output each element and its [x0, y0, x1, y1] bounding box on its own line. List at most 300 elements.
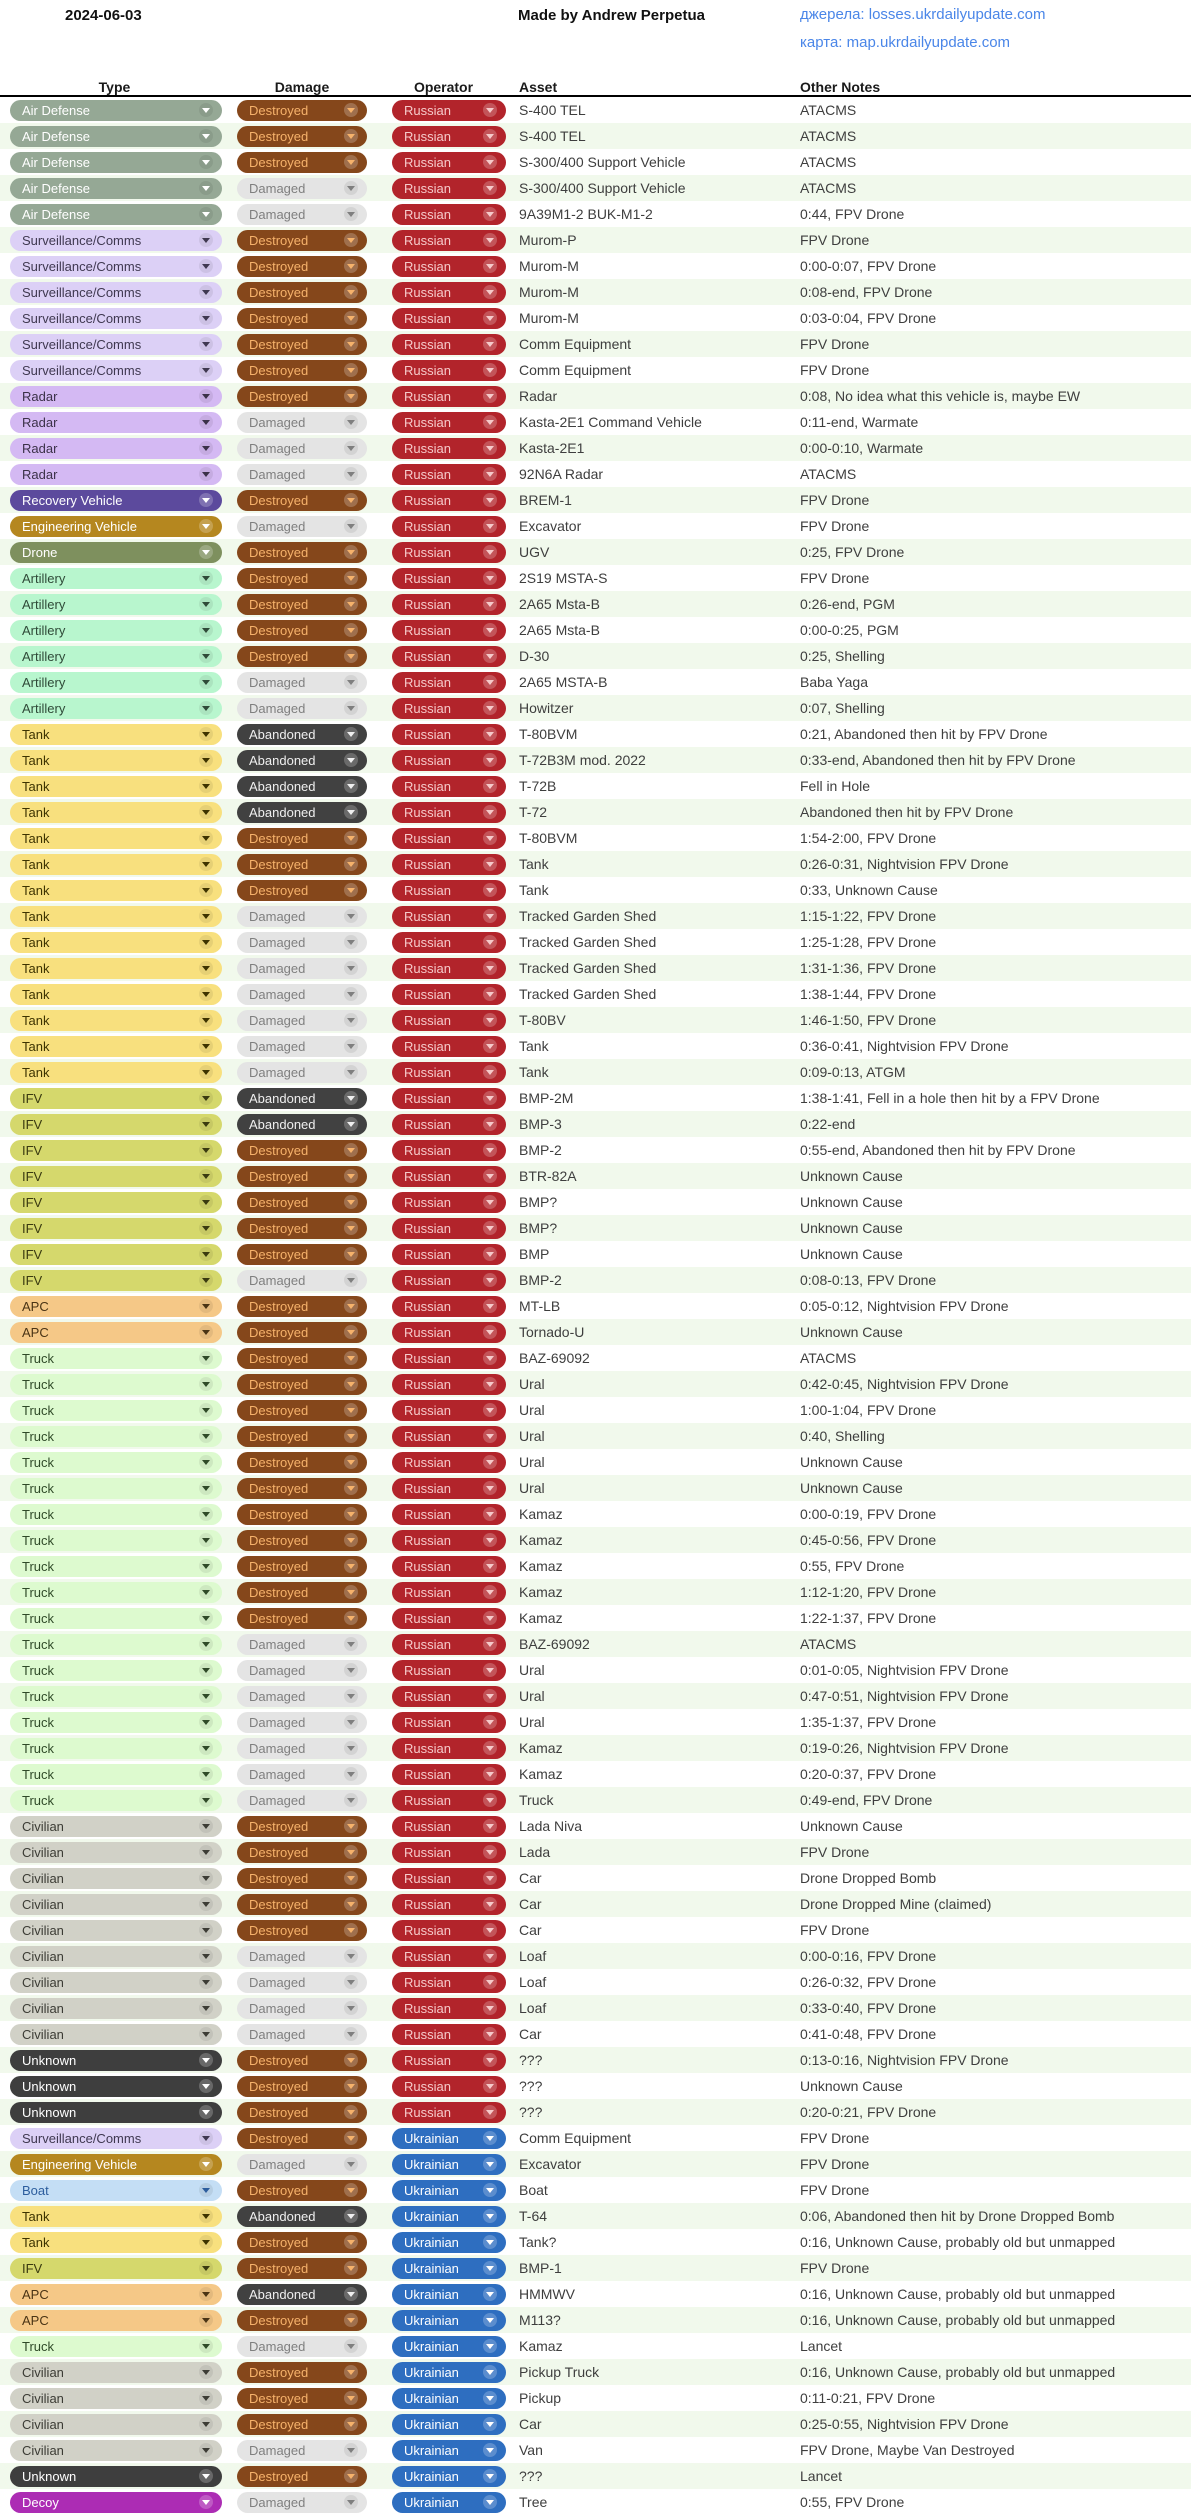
type-dropdown[interactable]: [10, 828, 222, 849]
operator-dropdown[interactable]: [392, 178, 506, 199]
operator-dropdown[interactable]: [392, 2414, 506, 2435]
damage-dropdown[interactable]: [237, 2336, 367, 2357]
type-dropdown[interactable]: [10, 1972, 222, 1993]
damage-dropdown[interactable]: [237, 1478, 367, 1499]
type-dropdown[interactable]: [10, 1426, 222, 1447]
damage-dropdown[interactable]: [237, 2154, 367, 2175]
type-dropdown[interactable]: [10, 724, 222, 745]
operator-dropdown[interactable]: [392, 1426, 506, 1447]
operator-dropdown[interactable]: [392, 1920, 506, 1941]
type-dropdown[interactable]: [10, 464, 222, 485]
operator-dropdown[interactable]: [392, 490, 506, 511]
type-dropdown[interactable]: [10, 1166, 222, 1187]
damage-dropdown[interactable]: [237, 932, 367, 953]
operator-dropdown-value: Russian: [404, 1662, 451, 1678]
type-dropdown[interactable]: [10, 334, 222, 355]
type-dropdown[interactable]: [10, 776, 222, 797]
operator-dropdown[interactable]: [392, 2206, 506, 2227]
damage-dropdown[interactable]: [237, 1192, 367, 1213]
operator-dropdown[interactable]: [392, 958, 506, 979]
type-dropdown[interactable]: [10, 2102, 222, 2123]
operator-dropdown[interactable]: [392, 1582, 506, 1603]
operator-dropdown[interactable]: [392, 2440, 506, 2461]
damage-dropdown[interactable]: [237, 958, 367, 979]
type-dropdown[interactable]: [10, 1816, 222, 1837]
damage-dropdown[interactable]: [237, 1400, 367, 1421]
damage-dropdown[interactable]: [237, 1504, 367, 1525]
type-dropdown[interactable]: [10, 1244, 222, 1265]
type-dropdown[interactable]: [10, 2388, 222, 2409]
operator-dropdown[interactable]: [392, 1036, 506, 1057]
damage-dropdown[interactable]: [237, 2128, 367, 2149]
type-dropdown[interactable]: [10, 1634, 222, 1655]
damage-dropdown[interactable]: [237, 360, 367, 381]
operator-dropdown[interactable]: [392, 1088, 506, 1109]
type-dropdown[interactable]: [10, 1322, 222, 1343]
damage-dropdown[interactable]: [237, 1556, 367, 1577]
damage-dropdown[interactable]: [237, 2258, 367, 2279]
type-dropdown[interactable]: [10, 1712, 222, 1733]
type-dropdown[interactable]: [10, 1790, 222, 1811]
type-dropdown[interactable]: [10, 516, 222, 537]
damage-dropdown[interactable]: [237, 2206, 367, 2227]
type-dropdown[interactable]: [10, 984, 222, 1005]
type-dropdown[interactable]: [10, 126, 222, 147]
damage-dropdown[interactable]: [237, 1946, 367, 1967]
operator-dropdown[interactable]: [392, 724, 506, 745]
type-dropdown[interactable]: [10, 2284, 222, 2305]
damage-dropdown[interactable]: [237, 1842, 367, 1863]
type-dropdown[interactable]: [10, 1868, 222, 1889]
damage-dropdown[interactable]: [237, 2050, 367, 2071]
damage-dropdown[interactable]: [237, 880, 367, 901]
damage-dropdown[interactable]: [237, 1270, 367, 1291]
damage-dropdown[interactable]: [237, 1244, 367, 1265]
damage-dropdown[interactable]: [237, 1660, 367, 1681]
chevron-down-icon: [483, 2417, 497, 2431]
type-dropdown[interactable]: [10, 1062, 222, 1083]
chevron-down-icon: [199, 1091, 213, 1105]
operator-dropdown[interactable]: [392, 308, 506, 329]
operator-dropdown[interactable]: [392, 1166, 506, 1187]
damage-dropdown-value: Destroyed: [249, 2364, 309, 2380]
type-dropdown[interactable]: [10, 1452, 222, 1473]
operator-dropdown[interactable]: [392, 282, 506, 303]
operator-dropdown[interactable]: [392, 464, 506, 485]
damage-dropdown[interactable]: [237, 2388, 367, 2409]
damage-dropdown[interactable]: [237, 1738, 367, 1759]
operator-dropdown[interactable]: [392, 1998, 506, 2019]
type-dropdown[interactable]: [10, 2206, 222, 2227]
type-dropdown[interactable]: [10, 854, 222, 875]
type-dropdown[interactable]: [10, 802, 222, 823]
damage-dropdown[interactable]: [237, 1374, 367, 1395]
damage-dropdown[interactable]: [237, 1166, 367, 1187]
damage-dropdown[interactable]: [237, 334, 367, 355]
type-dropdown[interactable]: [10, 1660, 222, 1681]
damage-dropdown[interactable]: [237, 1426, 367, 1447]
operator-dropdown[interactable]: [392, 2310, 506, 2331]
damage-dropdown[interactable]: [237, 2466, 367, 2487]
damage-dropdown[interactable]: [237, 386, 367, 407]
damage-dropdown[interactable]: [237, 646, 367, 667]
operator-dropdown[interactable]: [392, 1140, 506, 1161]
damage-dropdown[interactable]: [237, 1816, 367, 1837]
operator-dropdown[interactable]: [392, 698, 506, 719]
operator-dropdown[interactable]: [392, 1790, 506, 1811]
type-dropdown[interactable]: [10, 1998, 222, 2019]
damage-dropdown[interactable]: [237, 438, 367, 459]
damage-dropdown[interactable]: [237, 776, 367, 797]
damage-dropdown[interactable]: [237, 1530, 367, 1551]
type-dropdown[interactable]: [10, 1504, 222, 1525]
damage-dropdown[interactable]: [237, 1686, 367, 1707]
damage-dropdown[interactable]: [237, 1296, 367, 1317]
operator-dropdown[interactable]: [392, 1972, 506, 1993]
type-dropdown[interactable]: [10, 1270, 222, 1291]
damage-dropdown[interactable]: [237, 1894, 367, 1915]
type-dropdown[interactable]: [10, 1738, 222, 1759]
type-dropdown[interactable]: [10, 750, 222, 771]
type-dropdown[interactable]: [10, 1894, 222, 1915]
operator-dropdown[interactable]: [392, 2336, 506, 2357]
type-dropdown[interactable]: [10, 2128, 222, 2149]
operator-dropdown[interactable]: [392, 360, 506, 381]
damage-dropdown[interactable]: [237, 1322, 367, 1343]
damage-dropdown[interactable]: [237, 1348, 367, 1369]
type-dropdown[interactable]: [10, 412, 222, 433]
damage-dropdown[interactable]: [237, 2076, 367, 2097]
operator-dropdown[interactable]: [392, 2258, 506, 2279]
operator-dropdown[interactable]: [392, 2362, 506, 2383]
type-dropdown[interactable]: [10, 958, 222, 979]
operator-dropdown[interactable]: [392, 1010, 506, 1031]
damage-dropdown[interactable]: [237, 828, 367, 849]
damage-dropdown[interactable]: [237, 594, 367, 615]
damage-dropdown[interactable]: [237, 1062, 367, 1083]
type-dropdown[interactable]: [10, 620, 222, 641]
damage-dropdown[interactable]: [237, 854, 367, 875]
type-dropdown[interactable]: [10, 2466, 222, 2487]
damage-dropdown[interactable]: [237, 698, 367, 719]
operator-dropdown[interactable]: [392, 1348, 506, 1369]
chevron-down-icon: [199, 1533, 213, 1547]
operator-dropdown[interactable]: [392, 1374, 506, 1395]
type-dropdown[interactable]: [10, 542, 222, 563]
operator-dropdown[interactable]: [392, 1192, 506, 1213]
damage-dropdown[interactable]: [237, 230, 367, 251]
operator-dropdown[interactable]: [392, 256, 506, 277]
operator-dropdown[interactable]: [392, 1400, 506, 1421]
damage-dropdown[interactable]: [237, 2180, 367, 2201]
operator-dropdown[interactable]: [392, 1452, 506, 1473]
operator-cell: [375, 880, 512, 901]
type-dropdown[interactable]: [10, 568, 222, 589]
operator-dropdown[interactable]: [392, 984, 506, 1005]
type-dropdown[interactable]: [10, 230, 222, 251]
operator-dropdown[interactable]: [392, 568, 506, 589]
type-dropdown[interactable]: [10, 646, 222, 667]
notes-cell: FPV Drone: [800, 232, 870, 248]
type-dropdown[interactable]: [10, 438, 222, 459]
operator-dropdown[interactable]: [392, 126, 506, 147]
damage-dropdown[interactable]: [237, 464, 367, 485]
damage-dropdown[interactable]: [237, 1036, 367, 1057]
damage-dropdown[interactable]: [237, 1998, 367, 2019]
type-dropdown-value: Tank: [22, 908, 50, 924]
operator-dropdown[interactable]: [392, 672, 506, 693]
type-dropdown[interactable]: [10, 880, 222, 901]
damage-dropdown[interactable]: [237, 620, 367, 641]
type-dropdown[interactable]: [10, 672, 222, 693]
type-dropdown[interactable]: [10, 100, 222, 121]
operator-dropdown[interactable]: [392, 2076, 506, 2097]
type-dropdown[interactable]: [10, 2336, 222, 2357]
damage-dropdown[interactable]: [237, 984, 367, 1005]
type-dropdown[interactable]: [10, 1556, 222, 1577]
type-dropdown[interactable]: [10, 1296, 222, 1317]
type-dropdown[interactable]: [10, 1686, 222, 1707]
operator-dropdown[interactable]: [392, 1634, 506, 1655]
damage-dropdown[interactable]: [237, 1114, 367, 1135]
type-dropdown[interactable]: [10, 282, 222, 303]
damage-cell: [229, 1998, 375, 2019]
damage-dropdown[interactable]: [237, 1972, 367, 1993]
type-dropdown[interactable]: [10, 1218, 222, 1239]
damage-dropdown[interactable]: [237, 1920, 367, 1941]
type-dropdown[interactable]: [10, 2258, 222, 2279]
operator-dropdown[interactable]: [392, 2024, 506, 2045]
damage-dropdown[interactable]: [237, 178, 367, 199]
damage-dropdown[interactable]: [237, 2414, 367, 2435]
operator-dropdown[interactable]: [392, 932, 506, 953]
chevron-down-icon: [199, 1065, 213, 1079]
damage-dropdown[interactable]: [237, 1608, 367, 1629]
operator-dropdown[interactable]: [392, 1322, 506, 1343]
damage-dropdown-value: Damaged: [249, 1792, 306, 1808]
damage-dropdown[interactable]: [237, 750, 367, 771]
type-dropdown[interactable]: [10, 2310, 222, 2331]
operator-dropdown[interactable]: [392, 1296, 506, 1317]
operator-dropdown[interactable]: [392, 412, 506, 433]
type-dropdown[interactable]: [10, 1036, 222, 1057]
type-cell: [0, 334, 229, 355]
operator-dropdown[interactable]: [392, 620, 506, 641]
operator-dropdown[interactable]: [392, 1712, 506, 1733]
type-dropdown-value: Radar: [22, 388, 58, 404]
damage-dropdown[interactable]: [237, 1452, 367, 1473]
operator-dropdown[interactable]: [392, 750, 506, 771]
operator-dropdown[interactable]: [392, 438, 506, 459]
type-dropdown[interactable]: [10, 490, 222, 511]
operator-dropdown[interactable]: [392, 646, 506, 667]
type-dropdown[interactable]: [10, 1010, 222, 1031]
damage-dropdown[interactable]: [237, 802, 367, 823]
damage-dropdown[interactable]: [237, 2102, 367, 2123]
damage-dropdown[interactable]: [237, 1010, 367, 1031]
type-dropdown[interactable]: [10, 1140, 222, 1161]
damage-cell: [229, 360, 375, 381]
damage-dropdown[interactable]: [237, 542, 367, 563]
operator-cell: [375, 1140, 512, 1161]
damage-dropdown[interactable]: [237, 1712, 367, 1733]
operator-dropdown[interactable]: [392, 2050, 506, 2071]
type-dropdown[interactable]: [10, 1920, 222, 1941]
operator-dropdown[interactable]: [392, 1530, 506, 1551]
type-dropdown[interactable]: [10, 2050, 222, 2071]
damage-dropdown[interactable]: [237, 2440, 367, 2461]
operator-dropdown[interactable]: [392, 152, 506, 173]
operator-dropdown[interactable]: [392, 1556, 506, 1577]
operator-dropdown[interactable]: [392, 802, 506, 823]
operator-dropdown[interactable]: [392, 880, 506, 901]
operator-dropdown[interactable]: [392, 2492, 506, 2513]
operator-dropdown[interactable]: [392, 2388, 506, 2409]
damage-dropdown[interactable]: [237, 516, 367, 537]
type-dropdown[interactable]: [10, 1400, 222, 1421]
operator-dropdown[interactable]: [392, 906, 506, 927]
type-dropdown[interactable]: [10, 1764, 222, 1785]
damage-dropdown[interactable]: [237, 412, 367, 433]
type-dropdown[interactable]: [10, 2414, 222, 2435]
type-dropdown[interactable]: [10, 204, 222, 225]
type-dropdown[interactable]: [10, 178, 222, 199]
operator-dropdown[interactable]: [392, 1660, 506, 1681]
type-dropdown[interactable]: [10, 2362, 222, 2383]
type-dropdown[interactable]: [10, 2180, 222, 2201]
damage-dropdown[interactable]: [237, 1582, 367, 1603]
operator-dropdown[interactable]: [392, 828, 506, 849]
damage-dropdown[interactable]: [237, 282, 367, 303]
damage-dropdown[interactable]: [237, 1218, 367, 1239]
type-dropdown[interactable]: [10, 360, 222, 381]
damage-dropdown[interactable]: [237, 2284, 367, 2305]
type-dropdown[interactable]: [10, 906, 222, 927]
damage-dropdown[interactable]: [237, 1088, 367, 1109]
operator-dropdown[interactable]: [392, 594, 506, 615]
operator-dropdown[interactable]: [392, 1738, 506, 1759]
operator-dropdown[interactable]: [392, 2180, 506, 2201]
damage-dropdown[interactable]: [237, 2492, 367, 2513]
operator-dropdown[interactable]: [392, 776, 506, 797]
damage-dropdown[interactable]: [237, 1140, 367, 1161]
damage-dropdown[interactable]: [237, 256, 367, 277]
type-dropdown[interactable]: [10, 2076, 222, 2097]
operator-dropdown[interactable]: [392, 204, 506, 225]
type-dropdown[interactable]: [10, 2154, 222, 2175]
type-dropdown[interactable]: [10, 1114, 222, 1135]
operator-dropdown[interactable]: [392, 1244, 506, 1265]
damage-dropdown[interactable]: [237, 906, 367, 927]
type-dropdown[interactable]: [10, 1842, 222, 1863]
type-dropdown[interactable]: [10, 1192, 222, 1213]
operator-dropdown[interactable]: [392, 1504, 506, 1525]
type-dropdown[interactable]: [10, 256, 222, 277]
damage-dropdown[interactable]: [237, 2310, 367, 2331]
type-dropdown[interactable]: [10, 152, 222, 173]
damage-dropdown[interactable]: [237, 672, 367, 693]
operator-dropdown[interactable]: [392, 542, 506, 563]
type-dropdown[interactable]: [10, 1946, 222, 1967]
operator-dropdown[interactable]: [392, 1894, 506, 1915]
type-dropdown[interactable]: [10, 1374, 222, 1395]
damage-dropdown[interactable]: [237, 1868, 367, 1889]
type-dropdown[interactable]: [10, 932, 222, 953]
damage-dropdown[interactable]: [237, 2362, 367, 2383]
operator-dropdown[interactable]: [392, 1946, 506, 1967]
operator-dropdown[interactable]: [392, 2128, 506, 2149]
operator-dropdown[interactable]: [392, 1270, 506, 1291]
damage-dropdown-value: Destroyed: [249, 102, 309, 118]
operator-dropdown[interactable]: [392, 1218, 506, 1239]
damage-dropdown[interactable]: [237, 1634, 367, 1655]
damage-dropdown[interactable]: [237, 308, 367, 329]
operator-dropdown[interactable]: [392, 1062, 506, 1083]
chevron-down-icon: [344, 1819, 358, 1833]
operator-dropdown[interactable]: [392, 2466, 506, 2487]
operator-dropdown[interactable]: [392, 1764, 506, 1785]
operator-dropdown[interactable]: [392, 516, 506, 537]
damage-dropdown[interactable]: [237, 126, 367, 147]
type-dropdown[interactable]: [10, 1608, 222, 1629]
damage-dropdown[interactable]: [237, 724, 367, 745]
type-dropdown[interactable]: [10, 1582, 222, 1603]
damage-dropdown[interactable]: [237, 1764, 367, 1785]
damage-dropdown-value: Damaged: [249, 986, 306, 1002]
type-dropdown[interactable]: [10, 1348, 222, 1369]
operator-dropdown[interactable]: [392, 2154, 506, 2175]
type-dropdown[interactable]: [10, 594, 222, 615]
damage-dropdown[interactable]: [237, 2024, 367, 2045]
type-dropdown[interactable]: [10, 1478, 222, 1499]
type-dropdown[interactable]: [10, 1530, 222, 1551]
operator-dropdown[interactable]: [392, 230, 506, 251]
operator-dropdown[interactable]: [392, 854, 506, 875]
operator-dropdown[interactable]: [392, 1816, 506, 1837]
operator-dropdown[interactable]: [392, 386, 506, 407]
type-dropdown[interactable]: [10, 2440, 222, 2461]
type-dropdown[interactable]: [10, 698, 222, 719]
asset-cell: S-300/400 Support Vehicle: [519, 180, 686, 196]
type-dropdown[interactable]: [10, 308, 222, 329]
operator-dropdown[interactable]: [392, 1478, 506, 1499]
operator-dropdown[interactable]: [392, 2232, 506, 2253]
operator-dropdown[interactable]: [392, 1114, 506, 1135]
type-dropdown[interactable]: [10, 2232, 222, 2253]
operator-dropdown[interactable]: [392, 2102, 506, 2123]
operator-dropdown[interactable]: [392, 2284, 506, 2305]
damage-dropdown[interactable]: [237, 1790, 367, 1811]
damage-dropdown[interactable]: [237, 152, 367, 173]
damage-dropdown[interactable]: [237, 568, 367, 589]
operator-dropdown[interactable]: [392, 1686, 506, 1707]
sources-link[interactable]: джерела: losses.ukrdailyupdate.com: [800, 6, 1046, 23]
operator-dropdown[interactable]: [392, 1842, 506, 1863]
operator-dropdown[interactable]: [392, 1608, 506, 1629]
type-dropdown[interactable]: [10, 2492, 222, 2513]
damage-dropdown[interactable]: [237, 490, 367, 511]
type-dropdown[interactable]: [10, 1088, 222, 1109]
damage-dropdown[interactable]: [237, 2232, 367, 2253]
type-dropdown[interactable]: [10, 2024, 222, 2045]
operator-dropdown[interactable]: [392, 1868, 506, 1889]
map-link[interactable]: карта: map.ukrdailyupdate.com: [800, 34, 1011, 51]
damage-dropdown[interactable]: [237, 100, 367, 121]
operator-dropdown[interactable]: [392, 334, 506, 355]
operator-dropdown[interactable]: [392, 100, 506, 121]
type-dropdown[interactable]: [10, 386, 222, 407]
damage-dropdown[interactable]: [237, 204, 367, 225]
